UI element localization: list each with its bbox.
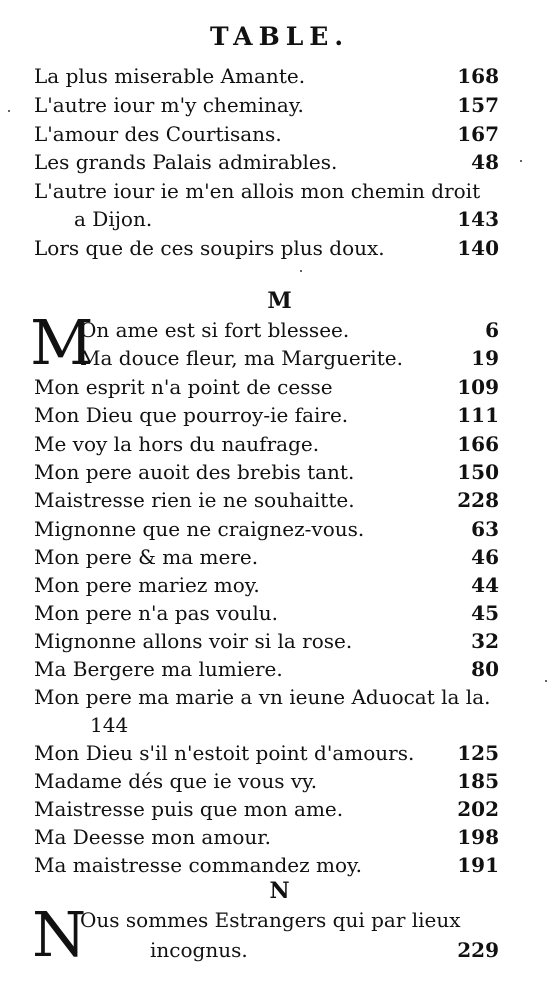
- entry-page: 167: [457, 122, 499, 146]
- index-entry: [34, 823, 499, 851]
- index-entry: [34, 627, 499, 655]
- entry-page: 109: [457, 375, 499, 399]
- entry-title: Mon esprit n'a point de cesse: [34, 375, 333, 399]
- entry-title: L'autre iour m'y cheminay.: [34, 93, 304, 117]
- entry-title: La plus miserable Amante.: [34, 64, 306, 88]
- index-entry: [34, 655, 499, 683]
- index-entry: [34, 515, 499, 543]
- index-entry: [34, 234, 499, 262]
- entry-title: Ma douce fleur, ma Marguerite.: [80, 346, 403, 370]
- entry-title: Mon pere & ma mere.: [34, 545, 259, 569]
- entry-title: Ma maistresse commandez moy.: [34, 853, 362, 877]
- entry-title: L'amour des Courtisans.: [34, 122, 282, 146]
- entry-title: Ous sommes Estrangers qui par lieux: [80, 908, 461, 932]
- entry-page: 228: [457, 488, 499, 512]
- entry-page: 150: [457, 460, 499, 484]
- index-entry: [34, 430, 499, 458]
- index-entry: [80, 316, 499, 344]
- page-header: TABLE.: [209, 22, 350, 51]
- entry-page: 166: [457, 432, 499, 456]
- index-entry: [34, 62, 499, 90]
- index-entry: [34, 458, 499, 486]
- entry-title: Mon pere n'a pas voulu.: [34, 601, 279, 625]
- entry-title: Lors que de ces soupirs plus doux.: [34, 236, 385, 260]
- section-letter-m: M: [267, 288, 292, 314]
- entry-page: 80: [471, 657, 499, 681]
- entry-title: incognus.: [150, 938, 248, 962]
- index-entry: [80, 906, 499, 934]
- entry-page: 111: [457, 403, 499, 427]
- entry-title: 144: [90, 713, 129, 737]
- ink-speck: [520, 160, 522, 162]
- ink-speck: [300, 270, 302, 272]
- entry-title: Mignonne que ne craignez-vous.: [34, 517, 365, 541]
- index-entry: [34, 851, 499, 879]
- entry-page: 143: [457, 207, 499, 231]
- index-entry: [34, 120, 499, 148]
- entry-page: 157: [457, 93, 499, 117]
- entry-title: Ma Deesse mon amour.: [34, 825, 271, 849]
- section-letter-n: N: [269, 878, 290, 904]
- index-entry: [34, 767, 499, 795]
- entry-page: 229: [457, 938, 499, 962]
- entry-page: 191: [457, 853, 499, 877]
- entry-title: a Dijon.: [74, 207, 153, 231]
- entry-title: Madame dés que ie vous vy.: [34, 769, 318, 793]
- index-entry-continuation: [34, 205, 499, 233]
- index-entry: [80, 344, 499, 372]
- entry-title: Mon Dieu que pourroy-ie faire.: [34, 403, 349, 427]
- entry-title: Les grands Palais admirables.: [34, 150, 338, 174]
- entry-page: 45: [471, 601, 499, 625]
- entry-title: On ame est si fort blessee.: [80, 318, 350, 342]
- index-entry: [34, 486, 499, 514]
- entry-page: 63: [471, 517, 499, 541]
- entry-title: Me voy la hors du naufrage.: [34, 432, 320, 456]
- entry-title: Mon Dieu s'il n'estoit point d'amours.: [34, 741, 415, 765]
- entry-title: Mon pere mariez moy.: [34, 573, 260, 597]
- dropcap-n: N: [32, 898, 87, 971]
- entry-page: 46: [471, 545, 499, 569]
- entry-title: Maistresse puis que mon ame.: [34, 797, 344, 821]
- entry-page: 6: [485, 318, 499, 342]
- entry-page: 125: [457, 741, 499, 765]
- entry-page: 19: [471, 346, 499, 370]
- ink-speck: [545, 680, 547, 682]
- entry-page: 168: [457, 64, 499, 88]
- ink-speck: [8, 110, 10, 112]
- index-entry: [34, 373, 499, 401]
- index-entry: [34, 739, 499, 767]
- index-entry-continuation: [34, 711, 499, 739]
- index-entry: [34, 177, 499, 205]
- entry-page: 198: [457, 825, 499, 849]
- index-entry: [34, 543, 499, 571]
- index-entry: [34, 571, 499, 599]
- index-entry: [34, 401, 499, 429]
- entry-page: 48: [471, 150, 499, 174]
- entry-title: Mon pere auoit des brebis tant.: [34, 460, 355, 484]
- entry-title: Mon pere ma marie a vn ieune Aduocat la la.: [34, 685, 491, 709]
- index-entry: [34, 599, 499, 627]
- index-entry: [34, 795, 499, 823]
- dropcap-m: M: [30, 306, 94, 379]
- index-entry: [34, 683, 514, 711]
- entry-title: Maistresse rien ie ne souhaitte.: [34, 488, 355, 512]
- index-entry: [80, 936, 499, 964]
- entry-page: 44: [471, 573, 499, 597]
- entry-title: Mignonne allons voir si la rose.: [34, 629, 353, 653]
- entry-page: 185: [457, 769, 499, 793]
- index-entry: [34, 148, 499, 176]
- index-entry: [34, 91, 499, 119]
- entry-page: 202: [457, 797, 499, 821]
- entry-title: Ma Bergere ma lumiere.: [34, 657, 283, 681]
- entry-page: 140: [457, 236, 499, 260]
- entry-page: 32: [471, 629, 499, 653]
- entry-title: L'autre iour ie m'en allois mon chemin droit: [34, 179, 481, 203]
